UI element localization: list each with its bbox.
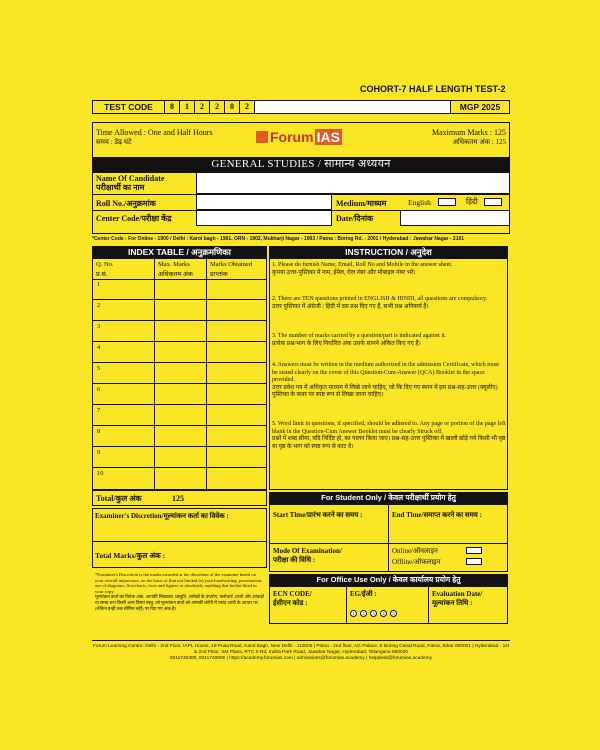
table-row: 8	[92, 426, 267, 447]
instruction-2-hi: उत्तर पुस्तिका में अंग्रेजी / हिंदी में दस प्रश्न दिए गए हैं, सभी प्रश्न अनिवार्य हैं।	[272, 303, 429, 310]
table-row: 6	[92, 384, 267, 405]
eg-radio[interactable]: 4	[380, 610, 387, 617]
max-marks: Maximum Marks : 125	[432, 128, 506, 137]
test-code-blank	[255, 101, 451, 113]
table-row: 7	[92, 405, 267, 426]
instruction-3-hi: प्रत्येक प्रश्न/भाग के लिए निर्धारित अंक उसके सामने अंकित किए गए हैं।	[272, 340, 421, 347]
offline-checkbox[interactable]	[466, 558, 482, 565]
forumias-logo: Forum IAS	[256, 128, 348, 146]
instruction-4-hi: उत्तर प्रवेश पत्र में अधिकृत माध्यम में लिखे जाने चाहिए, जो कि दिए गए स्थान में इस प्रश्न-सह-उत्तर (क्यूसीए) पुस्तिका के कवर पर स्पष्ट रूप से लिखा जाना चाहिए।	[272, 384, 498, 398]
time-allowed-hi: समय : डेढ़ घंटे	[96, 138, 132, 146]
instruction-1: 1. Please do furnish Name, Email, Roll No and Mobile in the answer sheet.	[272, 262, 453, 268]
test-code-row	[92, 100, 510, 114]
instruction-5: 5. Word limit in questions, if specified, should be adhered to. Any page or portion of the page left blank in the Question-Cum Answer Booklet must be clearly Struck off.	[272, 421, 506, 435]
examiner-discretion-label: Examiner's Discretion/मूल्यांकन कर्ता का विवेक :	[95, 512, 229, 520]
test-code-digit: 0	[225, 101, 240, 113]
start-time-label: Start Time/प्रारंभ करने का समय :	[273, 511, 363, 519]
table-row: 1	[92, 279, 267, 300]
examiner-note: *Examiner's Discretion is the marks awarded at the discretion of the examiner based on your overall impression, on the basis of (but not limited to) your handwriting, presentation, use of diagrams, flowcharts, facts and figures or absolutely anything that he/she liked in your copy. मूल्यांकन कर्ता का विवेक अंक, आपकी लिखावट, प्रस्तुति, आरेखों के उपयोग, फ्लोचार्ट, तथ्यों और आंकड़ों या समग्र रूप किसी अन्य विषय वस्तु, जो मूल्यांकन कर्ता को आपकी कॉपी में पसंद आयी के आधार पर (लेकिन इन्हीं तक सीमित नहीं) पर दिए गए अंक हैं।	[95, 572, 265, 611]
mode-label-hi: परीक्षा की विधि :	[273, 556, 316, 564]
test-code-digit: 2	[210, 101, 225, 113]
cohort-title: COHORT-7 HALF LENGTH TEST-2	[360, 84, 506, 94]
col-max-hi: अधिकतम अंक	[158, 271, 193, 278]
test-code-digit: 2	[195, 101, 210, 113]
col-max: Max. Marks	[158, 261, 190, 268]
eval-date-label-hi: मूल्यांकन तिथि :	[432, 599, 473, 607]
end-time-label: End Time/समाप्त करने का समय :	[392, 511, 482, 519]
col-qno: Q. No.	[96, 261, 114, 268]
total-label: Total/कुल अंक	[96, 494, 142, 503]
ecn-label-hi: ईसीएन कोड :	[273, 599, 308, 607]
instruction-5-hi: प्रश्नों में शब्द सीमा, यदि निर्दिष्ट हो, का पालन किया जाए। प्रश्न-सह-उत्तर पुस्तिका में खाली छोड़े गये किसी भी पृष्ठ या पृष्ठ के भाग को स्पष्ट रूप से काट दें।	[272, 436, 506, 450]
test-code-digit: 8	[165, 101, 180, 113]
eg-options	[350, 602, 400, 620]
instruction-title: INSTRUCTION / अनुदेश	[269, 246, 508, 258]
footer	[92, 644, 510, 662]
hindi-checkbox[interactable]	[484, 198, 502, 206]
online-option: Online/ऑनलाइन	[392, 547, 438, 555]
test-code-digit: 2	[240, 101, 255, 113]
table-row: 4	[92, 342, 267, 363]
table-row: 2	[92, 300, 267, 321]
logo-mark-icon	[256, 131, 268, 143]
center-codes-note: *Center Code : For Online - 1900 / Delhi : Karol bagh - 1901, ORN - 1902, Mukharji Nagar - 1903 / Patna : Boring Rd. - 2001 / Hyderabad : Jawahar Nagar - 2101	[92, 236, 465, 242]
hindi-option: हिंदी	[466, 197, 478, 206]
instruction-4: 4. Answers must be written in the medium authorized in the admission Certificate, which must be stated clearly on the cover of this Question-Cum-Answer (QCA) Booklet in the space provided.	[272, 362, 499, 383]
eg-label: EG/ईजी :	[350, 590, 377, 598]
instruction-1-hi: कृपया उत्तर-पुस्तिका में नाम, ईमेल, रोल नंबर और मोबाइल नंबर भरें।	[272, 269, 416, 276]
index-table-title: INDEX TABLE / अनुक्रमणिका	[92, 246, 267, 258]
mode-label: Mode Of Examination/	[273, 547, 342, 555]
col-obtained: Marks Obtained	[210, 261, 253, 268]
test-code-digit: 1	[180, 101, 195, 113]
instruction-2: 2. There are TEN questions printed in ENGLISH & HINDI, all questions are compulsory.	[272, 296, 488, 302]
footer-addresses: Forum Learning Centre: Delhi - 2nd Floor, IAPL House, 19 Pusa Road, Karol Bagh, New Delhi - 110005 | Patna - 2nd floor, AG Palace, E Boring Canal Road, Patna, Bihar 800001 | Hyderabad - 1st & 2nd Floor, SM Plaza, RTC X Rd, Indira Park Road, Jawahar Nagar, Hyderabad, Telangana 500020	[92, 644, 510, 655]
center-label: Center Code/परीक्षा केंद्र	[96, 214, 172, 223]
online-checkbox[interactable]	[466, 547, 482, 554]
student-only-title: For Student Only / केवल परीक्षार्थी प्रयोग हेतु	[269, 492, 508, 504]
roll-label: Roll No./अनुक्रमांक	[96, 199, 156, 208]
english-checkbox[interactable]	[438, 198, 456, 206]
table-row: 3	[92, 321, 267, 342]
office-only-title: For Office Use Only / केवल कार्यालय प्रयोग हेतु	[269, 574, 508, 586]
total-marks-label: Total Marks/कुल अंक :	[95, 551, 166, 560]
max-marks-hi: अधिकतम अंक : 125	[452, 138, 506, 146]
footer-contacts[interactable]: 9311740400, 9311740900 | https://academy.forumias.com | admissions@forumias.academy | helpdesk@forumias.academy	[170, 656, 432, 661]
offline-option: Offline/ऑफलाइन	[392, 558, 441, 566]
table-row: 10	[97, 470, 104, 477]
table-row: 5	[92, 363, 267, 384]
eg-radio[interactable]: 5	[390, 610, 397, 617]
table-row: 9	[92, 447, 267, 468]
eg-radio[interactable]: 3	[370, 610, 377, 617]
eval-date-label: Evaluation Date/	[432, 590, 483, 598]
eg-radio[interactable]: 1	[350, 610, 357, 617]
roll-field[interactable]	[196, 194, 332, 210]
col-obtained-hi: प्राप्तांक	[210, 271, 228, 278]
name-label: Name Of Candidate	[96, 174, 165, 183]
eg-radio[interactable]: 2	[360, 610, 367, 617]
test-code-label: TEST CODE	[93, 101, 165, 113]
date-field[interactable]	[400, 210, 510, 226]
name-field[interactable]	[196, 172, 510, 194]
total-value: 125	[172, 494, 184, 503]
col-qno-hi: प्र.सं.	[96, 271, 108, 278]
name-label-hi: परीक्षार्थी का नाम	[96, 183, 145, 192]
english-option: English	[408, 198, 431, 207]
mgp-label: MGP 2025	[451, 101, 509, 113]
center-field[interactable]	[196, 210, 332, 226]
ecn-label: ECN CODE/	[273, 590, 312, 598]
medium-label: Medium/माध्यम	[336, 199, 387, 208]
subject-bar: GENERAL STUDIES / सामान्य अध्ययन	[92, 157, 510, 172]
date-label: Date/दिनांक	[336, 214, 374, 223]
instruction-3: 3. The number of marks carried by a question/part is indicated against it.	[272, 333, 447, 339]
time-allowed: Time Allowed : One and Half Hours	[96, 128, 213, 137]
